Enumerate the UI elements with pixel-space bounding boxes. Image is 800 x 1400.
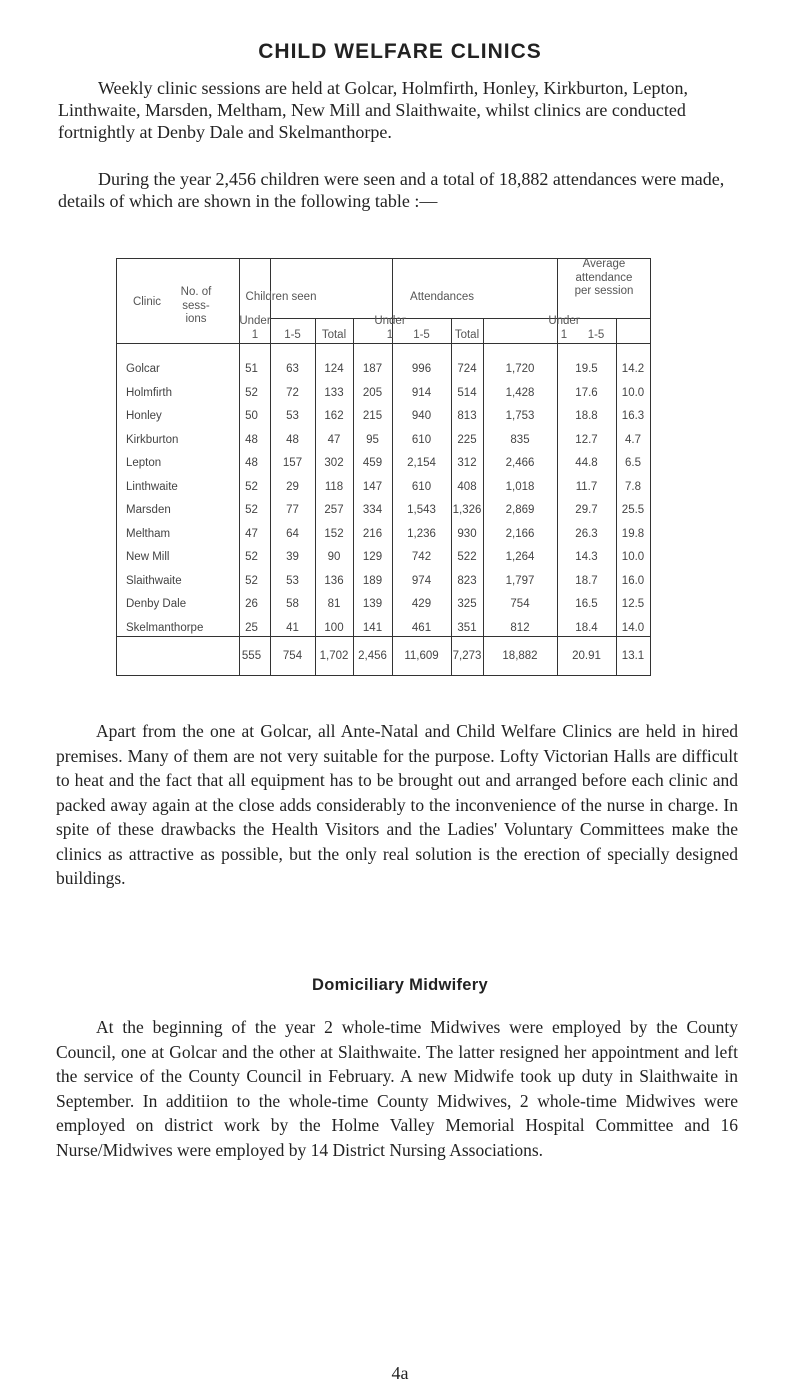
cell-attendances-under-1: 940 (411, 410, 432, 422)
cell-clinic: Holmfirth (126, 386, 173, 399)
table-totals-rule (116, 636, 650, 637)
cell-attendances-total: 1,018 (505, 480, 535, 493)
cell-clinic: Linthwaite (126, 480, 178, 493)
cell-clinic: Lepton (126, 457, 162, 469)
cell-children-1-5: 257 (324, 504, 344, 516)
cell-children-total: 216 (362, 527, 383, 540)
cell-sessions: 48 (245, 433, 258, 446)
cell-average-1-5: 19.8 (621, 527, 645, 540)
cell-children-1-5: 302 (324, 457, 344, 469)
cell-average-under-1: 18.4 (575, 621, 598, 634)
cell-sessions: 47 (245, 527, 258, 540)
cell-average-under-1: 14.3 (575, 551, 598, 563)
cell-attendances-under-1: 914 (411, 386, 432, 399)
intro-paragraph-1: Weekly clinic sessions are held at Golcar, Holmfirth, Honley, Kirkburton, Lepton, Linthwaite, Marsden, Meltham, New Mill and Slaithwaite, whilst clinics are conducted fortnightly at Denby Dale and Skelmanthorpe. (58, 78, 689, 142)
cell-average-1-5: 14.2 (621, 363, 645, 375)
section-heading: Domiciliary Midwifery (312, 976, 488, 994)
cell-children-total: 215 (362, 410, 383, 422)
cell-children-under-1: 29 (286, 480, 299, 493)
header-clinic: Clinic (132, 296, 162, 308)
cell-attendances-total: 754 (510, 598, 530, 610)
cell-clinic: Golcar (126, 363, 160, 375)
cell-average-1-5: 25.5 (621, 504, 645, 516)
cell-sessions: 50 (245, 410, 258, 422)
cell-attendances-1-5: 351 (457, 621, 477, 634)
cell-sessions: 52 (245, 574, 258, 587)
cell-children-under-1: 72 (286, 386, 299, 399)
cell-attendances-1-5: 325 (457, 598, 477, 610)
cell-attendances-1-5: 823 (457, 574, 477, 587)
header-average-attendance: Average attendance per session (574, 258, 634, 297)
cell-children-total: 95 (366, 433, 379, 446)
cell-average-under-1: 26.3 (575, 527, 598, 540)
cell-children-1-5: 1,702 (319, 650, 349, 662)
cell-average-1-5: 14.0 (621, 621, 645, 634)
cell-children-total: 147 (362, 480, 383, 493)
cell-children-under-1: 48 (286, 433, 299, 446)
cell-attendances-1-5: 312 (457, 457, 477, 469)
cell-average-1-5: 10.0 (621, 551, 645, 563)
cell-attendances-total: 2,466 (505, 457, 535, 469)
cell-attendances-total: 1,264 (505, 551, 535, 563)
cell-children-1-5: 47 (327, 433, 341, 446)
cell-children-total: 129 (362, 551, 383, 563)
cell-average-under-1: 17.6 (575, 386, 598, 399)
table-subheader-rule (270, 318, 650, 319)
cell-average-under-1: 18.8 (575, 410, 598, 422)
cell-attendances-under-1: 2,154 (407, 457, 436, 469)
cell-sessions: 555 (241, 650, 262, 662)
cell-attendances-under-1: 610 (411, 433, 432, 446)
cell-average-under-1: 19.5 (575, 363, 598, 375)
cell-attendances-under-1: 742 (411, 551, 432, 563)
cell-children-1-5: 162 (324, 410, 344, 422)
cell-average-1-5: 6.5 (625, 457, 641, 469)
cell-attendances-total: 2,869 (505, 504, 535, 516)
cell-attendances-under-1: 11,609 (404, 650, 439, 662)
cell-attendances-1-5: 813 (457, 410, 477, 422)
table-border-right (650, 258, 651, 676)
cell-clinic: Denby Dale (126, 598, 187, 610)
intro-paragraph-2: During the year 2,456 children were seen and a total of 18,882 attendances were made, details of which are shown in the following table :— (58, 169, 725, 211)
cell-children-1-5: 118 (324, 480, 344, 493)
table-header-rule (116, 343, 650, 344)
cell-attendances-under-1: 610 (411, 480, 432, 493)
cell-children-under-1: 53 (286, 574, 299, 587)
cell-average-1-5: 16.0 (621, 574, 645, 587)
header-children-seen: Children seen (245, 291, 317, 303)
cell-clinic: Meltham (126, 527, 171, 540)
cell-children-total: 2,456 (358, 650, 387, 662)
cell-children-under-1: 754 (282, 650, 303, 662)
premises-paragraph: Apart from the one at Golcar, all Ante-Natal and Child Welfare Clinics are held in hired premises. Many of them are not very suitable for the purpose. Lofty Victorian Halls are difficult to heat and the fact that all equipment has to be brought out and arranged before each clinic and packed away again at the close adds considerably to the inconvenience of the nurse in charge. In spite of these drawbacks the Health Visitors and the Ladies' Voluntary Committees make the clinics as attractive as possible, but the only real solution is the erection of specially designed buildings. (56, 721, 738, 888)
cell-children-1-5: 136 (324, 574, 344, 587)
cell-children-total: 205 (362, 386, 383, 399)
cell-average-under-1: 29.7 (575, 504, 598, 516)
cell-sessions: 48 (245, 457, 258, 469)
cell-attendances-1-5: 522 (457, 551, 477, 563)
header-attendances: Attendances (410, 291, 474, 303)
cell-children-1-5: 133 (324, 386, 344, 399)
header-average-1-5: 1-5 (587, 329, 605, 341)
cell-clinic: Kirkburton (126, 433, 179, 446)
header-average-under-1: Under 1 (548, 315, 580, 341)
cell-attendances-total: 1,797 (505, 574, 535, 587)
cell-attendances-1-5: 7,273 (452, 650, 482, 662)
cell-children-under-1: 53 (286, 410, 299, 422)
cell-children-1-5: 100 (324, 621, 344, 634)
header-attendances-under-1: Under 1 (374, 315, 406, 341)
cell-children-under-1: 157 (282, 457, 303, 469)
cell-clinic: Honley (126, 410, 162, 422)
cell-clinic: Marsden (126, 504, 171, 516)
cell-sessions: 52 (245, 551, 258, 563)
header-sessions: No. of sess- ions (180, 286, 212, 325)
cell-average-under-1: 18.7 (575, 574, 598, 587)
cell-children-1-5: 124 (324, 363, 344, 375)
cell-sessions: 26 (245, 598, 258, 610)
cell-attendances-1-5: 1,326 (452, 504, 482, 516)
cell-average-under-1: 11.7 (575, 480, 598, 493)
midwifery-paragraph: At the beginning of the year 2 whole-time Midwives were employed by the County Council, one at Golcar and the other at Slaithwaite. The latter resigned her appointment and left the service of the County Council in February. A new Midwife took up duty in Slaithwaite in September. In additiion to the whole-time County Midwives, 2 whole-time Midwives were employed on district work by the Holme Valley Memorial Hospital Committee and 16 Nurse/Midwives were employed by 14 District Nursing Associations. (56, 1017, 738, 1160)
cell-children-1-5: 81 (327, 598, 341, 610)
table-border-bottom (116, 675, 650, 676)
cell-average-1-5: 7.8 (625, 480, 641, 493)
cell-average-under-1: 12.7 (575, 433, 598, 446)
cell-average-1-5: 13.1 (621, 650, 645, 662)
cell-children-total: 187 (362, 363, 383, 375)
cell-clinic: New Mill (126, 551, 170, 563)
cell-average-1-5: 4.7 (625, 433, 641, 446)
cell-average-1-5: 10.0 (621, 386, 645, 399)
cell-children-under-1: 41 (286, 621, 299, 634)
cell-sessions: 52 (245, 480, 258, 493)
cell-clinic: Slaithwaite (126, 574, 182, 587)
cell-children-under-1: 39 (286, 551, 299, 563)
cell-children-total: 139 (362, 598, 383, 610)
header-attendances-total: Total (454, 329, 480, 341)
cell-attendances-1-5: 514 (457, 386, 477, 399)
cell-attendances-under-1: 1,543 (407, 504, 436, 516)
cell-attendances-total: 835 (510, 433, 530, 446)
cell-clinic: Skelmanthorpe (126, 621, 204, 634)
cell-attendances-1-5: 408 (457, 480, 477, 493)
header-attendances-1-5: 1-5 (413, 329, 430, 341)
cell-average-1-5: 12.5 (621, 598, 645, 610)
cell-sessions: 25 (245, 621, 258, 634)
cell-average-1-5: 16.3 (621, 410, 645, 422)
header-children-1-5: 1-5 (284, 329, 301, 341)
cell-average-under-1: 20.91 (572, 650, 601, 662)
cell-attendances-under-1: 461 (411, 621, 432, 634)
cell-attendances-total: 18,882 (502, 650, 538, 662)
cell-average-under-1: 16.5 (575, 598, 598, 610)
cell-sessions: 51 (245, 363, 258, 375)
cell-attendances-under-1: 429 (411, 598, 432, 610)
cell-children-under-1: 63 (286, 363, 299, 375)
cell-attendances-total: 1,428 (505, 386, 535, 399)
clinic-attendance-table (116, 258, 740, 676)
cell-attendances-1-5: 930 (457, 527, 477, 540)
cell-attendances-total: 1,720 (505, 363, 535, 375)
header-children-under-1: Under 1 (239, 315, 271, 341)
cell-attendances-1-5: 225 (457, 433, 477, 446)
cell-children-total: 459 (362, 457, 383, 469)
cell-children-under-1: 77 (286, 504, 299, 516)
cell-children-1-5: 152 (324, 527, 344, 540)
cell-children-under-1: 64 (286, 527, 299, 540)
cell-children-under-1: 58 (286, 598, 299, 610)
cell-attendances-under-1: 974 (411, 574, 432, 587)
cell-children-total: 141 (362, 621, 383, 634)
cell-attendances-total: 2,166 (505, 527, 535, 540)
cell-sessions: 52 (245, 504, 258, 516)
cell-sessions: 52 (245, 386, 258, 399)
table-border-left (116, 258, 117, 676)
cell-attendances-1-5: 724 (457, 363, 477, 375)
cell-attendances-under-1: 1,236 (407, 527, 436, 540)
cell-children-total: 334 (362, 504, 383, 516)
page-title: CHILD WELFARE CLINICS (258, 40, 542, 63)
cell-children-1-5: 90 (327, 551, 341, 563)
header-children-total: Total (321, 329, 347, 341)
page-number: 4a (391, 1363, 409, 1383)
cell-attendances-total: 1,753 (505, 410, 535, 422)
cell-attendances-under-1: 996 (411, 363, 432, 375)
cell-children-total: 189 (362, 574, 383, 587)
cell-average-under-1: 44.8 (575, 457, 598, 469)
cell-attendances-total: 812 (510, 621, 530, 634)
